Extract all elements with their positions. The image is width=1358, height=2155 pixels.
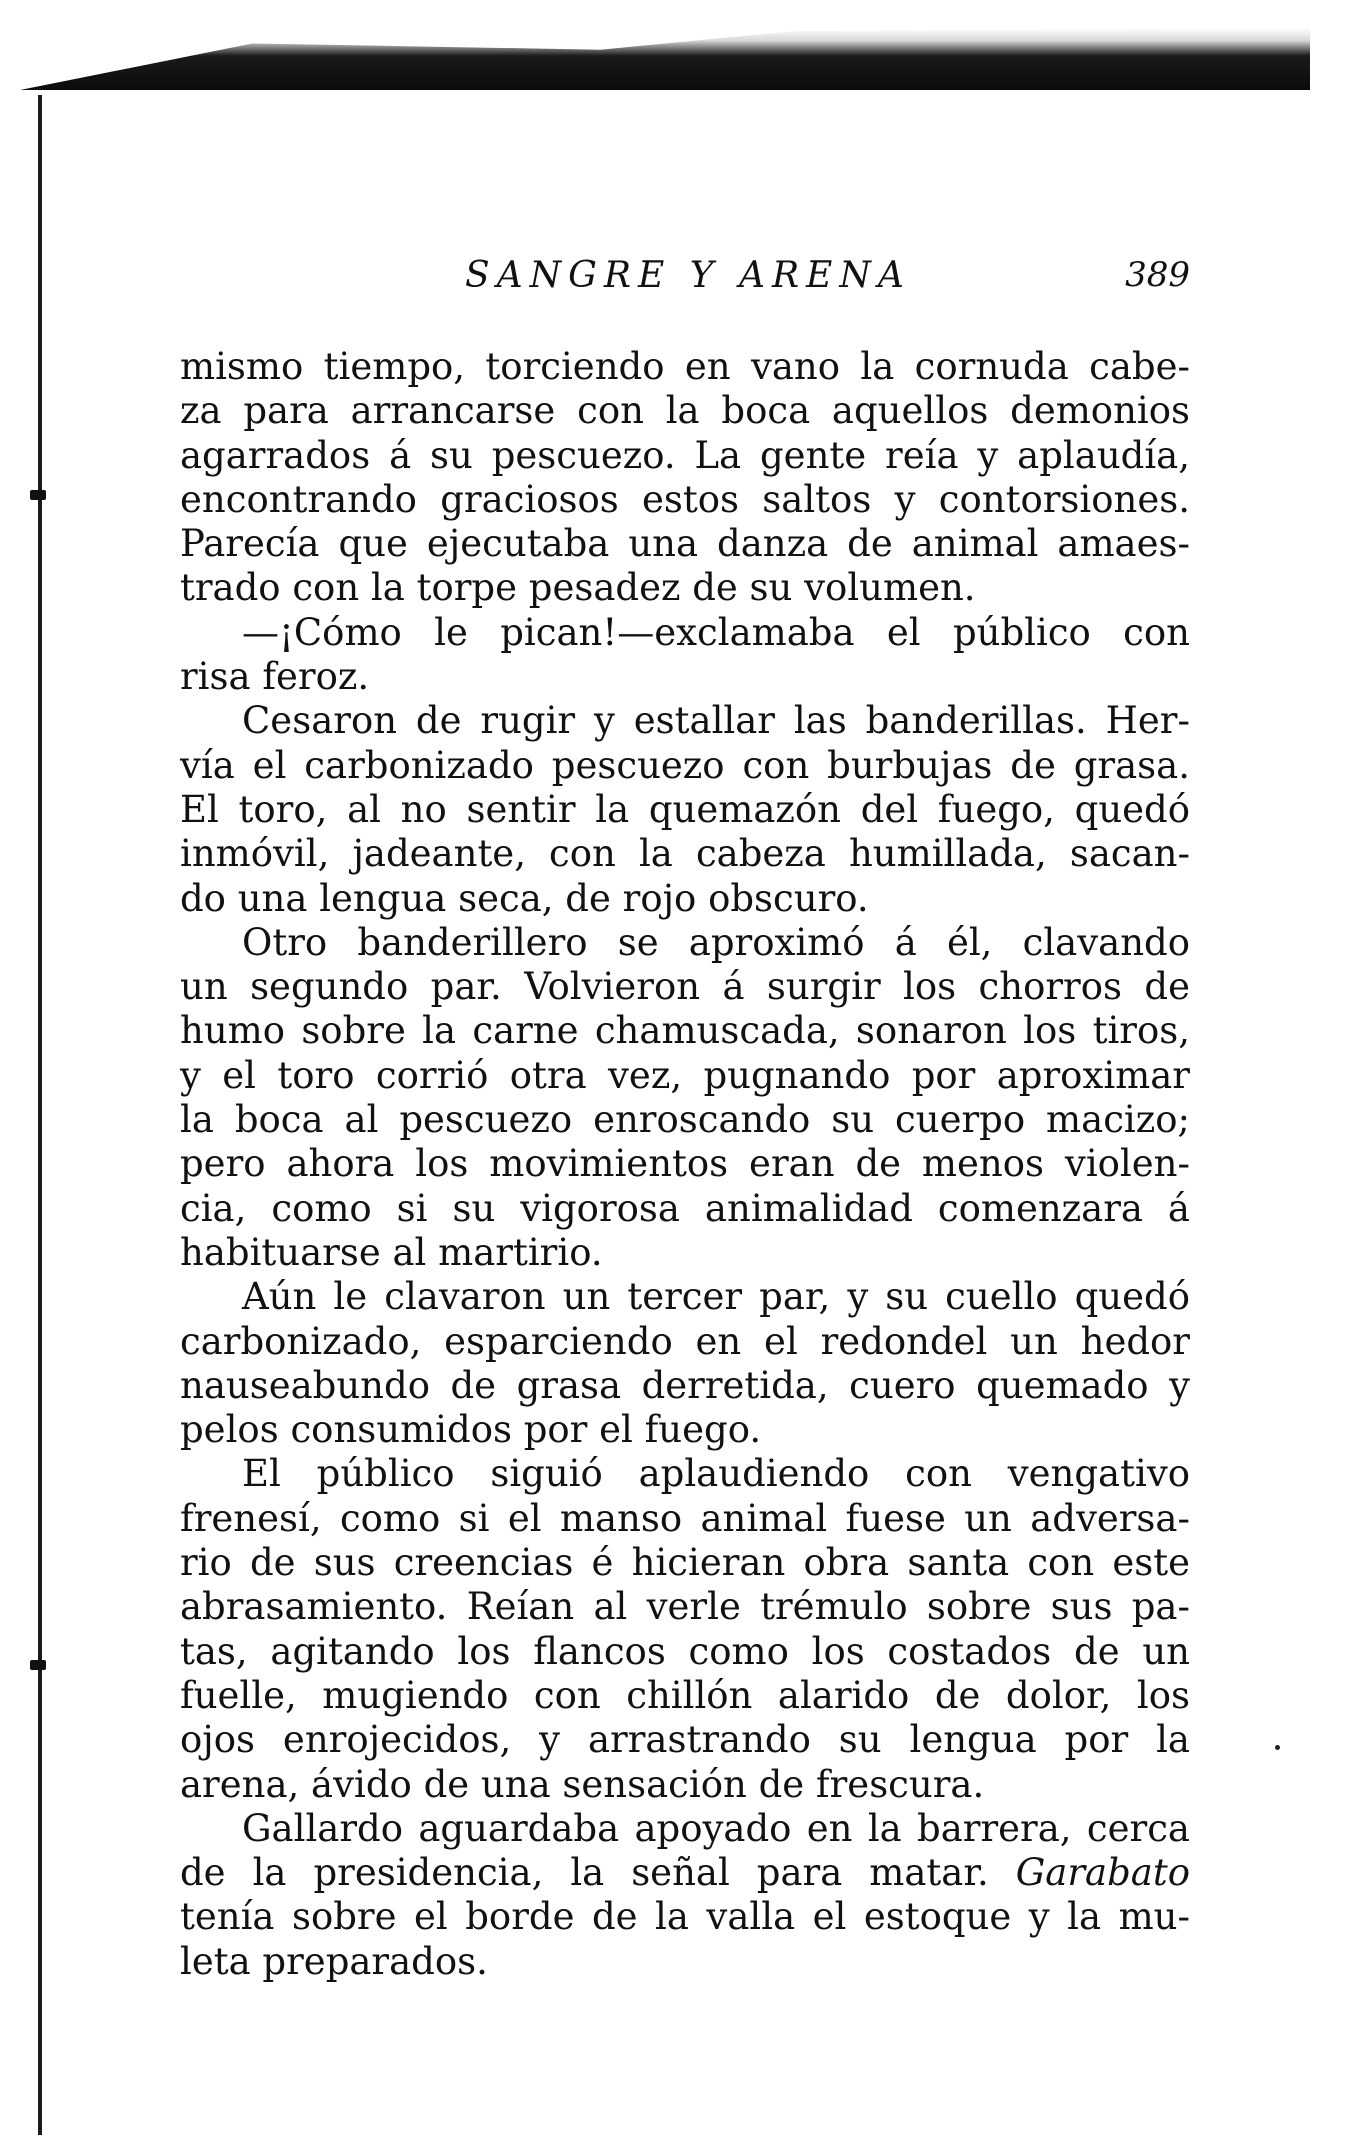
text-line: mismo tiempo, torciendo en vano la cornuda cabe- — [180, 345, 1190, 388]
text-line: y el toro corrió otra vez, pugnando por aproximar — [180, 1053, 1190, 1097]
text-line: la boca al pescuezo enroscando su cuerpo macizo; — [180, 1098, 1190, 1142]
text-line: za para arrancarse con la boca aquellos demonios — [180, 389, 1190, 433]
text-line: encontrando graciosos estos saltos y contorsiones. — [180, 477, 1190, 521]
text-line: leta preparados. — [180, 1939, 488, 1983]
text-line: Aún le clavaron un tercer par, y su cuello quedó — [242, 1275, 1190, 1319]
text-line: do una lengua seca, de rojo obscuro. — [180, 876, 869, 920]
edge-mark — [30, 1660, 46, 1670]
text-line: trado con la torpe pesadez de su volumen. — [180, 566, 976, 610]
edge-mark — [30, 490, 46, 500]
text-line: El público siguió aplaudiendo con vengativo — [242, 1452, 1190, 1496]
text-line: un segundo par. Volvieron á surgir los chorros de — [180, 965, 1190, 1009]
text-line: tenía sobre el borde de la valla el estoque y la mu- — [180, 1895, 1190, 1939]
text-line — [180, 1851, 1190, 1895]
running-title: SANGRE Y ARENA — [465, 255, 911, 296]
ink-speck — [1275, 1745, 1280, 1750]
scan-artifact-bar — [20, 28, 1310, 90]
text-line: agarrados á su pescuezo. La gente reía y aplaudía, — [180, 433, 1190, 477]
text-line: ojos enrojecidos, y arrastrando su lengua por la — [180, 1718, 1190, 1762]
text-line: abrasamiento. Reían al verle trémulo sobre sus pa- — [180, 1585, 1190, 1629]
text-line: inmóvil, jadeante, con la cabeza humillada, sacan- — [180, 832, 1190, 876]
italic-name: Garabato — [1015, 1851, 1190, 1895]
text-line: habituarse al martirio. — [180, 1230, 603, 1274]
text-segment: de la presidencia, la señal para matar. — [180, 1851, 989, 1895]
page-header — [180, 255, 1190, 305]
page-edge-line — [38, 95, 42, 2135]
text-line: El toro, al no sentir la quemazón del fuego, quedó — [180, 787, 1190, 831]
text-line: Parecía que ejecutaba una danza de animal amaes- — [180, 522, 1190, 566]
text-line: cia, como si su vigorosa animalidad comenzara á — [180, 1186, 1190, 1230]
text-line: Gallardo aguardaba apoyado en la barrera, cerca — [242, 1806, 1190, 1850]
body-text — [180, 345, 1190, 1984]
text-line: nauseabundo de grasa derretida, cuero quemado y — [180, 1363, 1190, 1407]
page-number: 389 — [1125, 255, 1190, 295]
text-line: frenesí, como si el manso animal fuese un adversa- — [180, 1496, 1190, 1540]
text-line: fuelle, mugiendo con chillón alarido de dolor, los — [180, 1673, 1190, 1717]
text-line: humo sobre la carne chamuscada, sonaron los tiros, — [180, 1009, 1190, 1053]
text-line: vía el carbonizado pescuezo con burbujas de grasa. — [180, 743, 1190, 787]
text-line: arena, ávido de una sensación de frescura. — [180, 1762, 985, 1806]
text-line: Otro banderillero se aproximó á él, clavando — [242, 920, 1190, 964]
text-line: —¡Cómo le pican!—exclamaba el público con — [242, 610, 1190, 654]
text-line: Cesaron de rugir y estallar las banderillas. Her- — [242, 699, 1190, 743]
text-line: pelos consumidos por el fuego. — [180, 1408, 762, 1452]
text-line: pero ahora los movimientos eran de menos violen- — [180, 1142, 1190, 1186]
text-line: risa feroz. — [180, 655, 370, 699]
text-line: carbonizado, esparciendo en el redondel un hedor — [180, 1319, 1190, 1363]
text-line: tas, agitando los flancos como los costados de un — [180, 1629, 1190, 1673]
text-line: rio de sus creencias é hicieran obra santa con este — [180, 1541, 1190, 1585]
